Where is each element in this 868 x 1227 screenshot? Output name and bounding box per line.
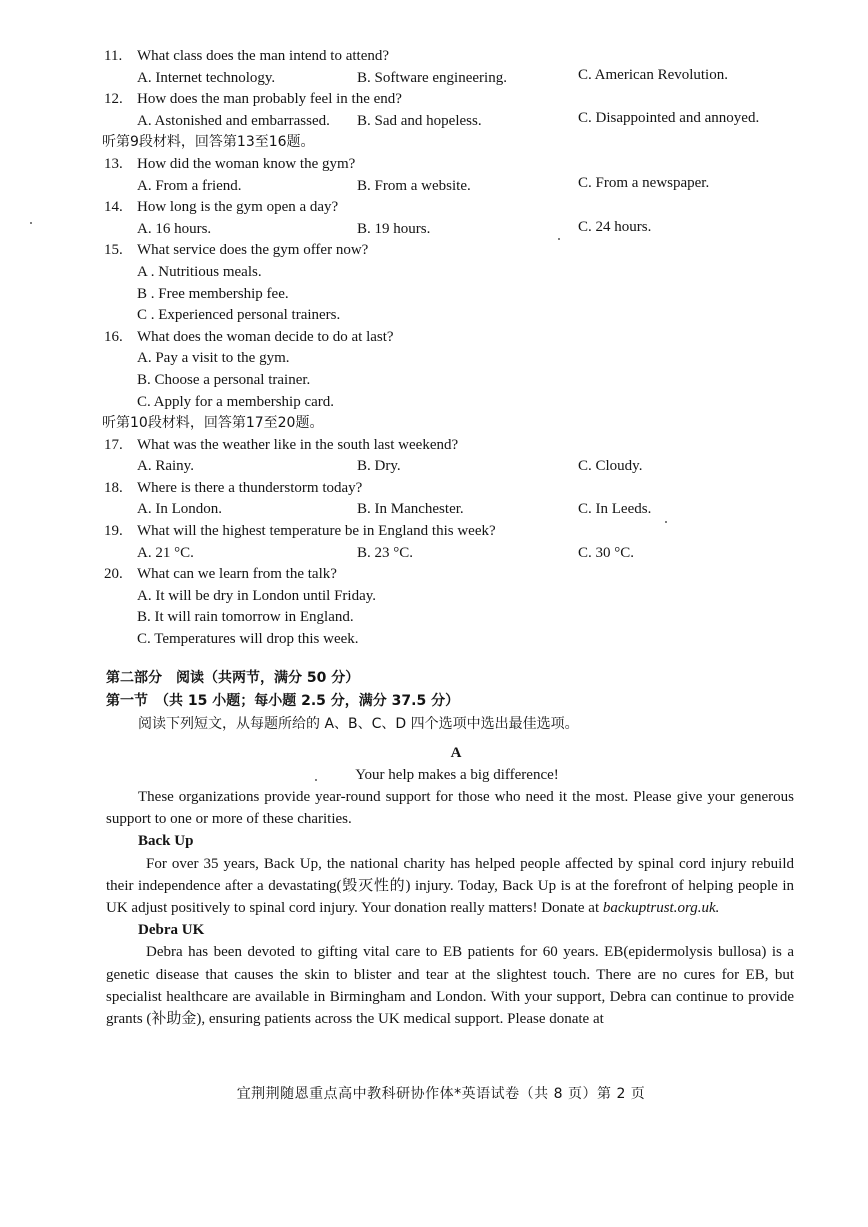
- material-10-instruction: [104, 413, 804, 435]
- question-text: How long is the gym open a day?: [137, 199, 339, 216]
- question-number: 14.: [104, 199, 123, 216]
- section1-title-line: [106, 691, 796, 714]
- org-text-debra-uk: Debra has been devoted to gifting vital care to EB patients for 60 years. EB(epidermolysis bullosa) is a genetic disease that causes the skin to blister and tear at the slightest touch. There are no cures for EB, but specialist healthcare are available in Birmingham and London. With your support, Debra can continue to provide grants (补助金), ensuring patients across the UK medical support. Please donate at: [106, 944, 794, 1028]
- options-17: [104, 456, 804, 478]
- option-b: B. Choose a personal trainer.: [137, 371, 311, 388]
- material-9-instruction: [104, 132, 804, 154]
- question-19: [104, 521, 804, 543]
- option-b: B . Free membership fee.: [137, 285, 289, 302]
- passage-subtitle: Your help makes a big difference!: [355, 767, 559, 783]
- option-c: C. Temperatures will drop this week.: [137, 631, 359, 648]
- option-b: B. 23 °C.: [357, 544, 414, 561]
- question-16: [104, 327, 804, 349]
- option-b: B. It will rain tomorrow in England.: [137, 609, 354, 626]
- option-16c: [104, 392, 804, 414]
- question-number: 19.: [104, 523, 123, 540]
- instruction-text: 听第9段材料，回答第13至16题。: [102, 134, 315, 151]
- option-20c: [104, 629, 804, 651]
- option-c: C. From a newspaper.: [578, 174, 710, 191]
- option-a: A. Astonished and embarrassed.: [137, 112, 330, 129]
- option-a: A. Rainy.: [137, 458, 194, 475]
- question-20: [104, 564, 804, 586]
- options-19: [104, 543, 804, 565]
- passage-intro: These organizations provide year-round support for those who need it the most. Please give your generous support to one or more of these charities.: [106, 789, 794, 828]
- instruction-text: 听第10段材料，回答第17至20题。: [102, 415, 324, 432]
- instruction-line: [106, 714, 796, 737]
- option-b: B. From a website.: [357, 177, 471, 194]
- option-15b: [104, 284, 804, 306]
- option-20b: [104, 607, 804, 629]
- scan-speck: [315, 779, 317, 781]
- option-a: A. 21 °C.: [137, 544, 194, 561]
- option-a: A. Internet technology.: [137, 69, 276, 86]
- question-text: What can we learn from the talk?: [137, 566, 337, 583]
- passage-a: [106, 742, 794, 1030]
- reading-section-header: [106, 668, 796, 737]
- question-text: What does the woman decide to do at last?: [137, 328, 394, 345]
- section1-title: 第一节 （共 15 小题；每小题 2.5 分，满分 37.5 分）: [106, 693, 460, 709]
- scan-speck: [665, 521, 667, 523]
- question-15: [104, 240, 804, 262]
- question-text: How did the woman know the gym?: [137, 155, 356, 172]
- option-c: C. Cloudy.: [578, 458, 643, 475]
- option-15a: [104, 262, 804, 284]
- option-c: C. Disappointed and annoyed.: [578, 109, 760, 126]
- question-text: Where is there a thunderstorm today?: [137, 479, 363, 496]
- option-b: B. Sad and hopeless.: [357, 112, 482, 129]
- option-b: B. Software engineering.: [357, 69, 507, 86]
- option-15c: [104, 305, 804, 327]
- donation-url: backuptrust.org.uk.: [602, 900, 720, 917]
- question-text: How does the man probably feel in the end?: [137, 91, 402, 108]
- question-number: 16.: [104, 328, 123, 345]
- option-b: B. In Manchester.: [357, 501, 464, 518]
- listening-questions: [104, 46, 804, 651]
- option-c: C. American Revolution.: [578, 66, 728, 83]
- option-c: C. In Leeds.: [578, 501, 652, 518]
- question-text: What will the highest temperature be in England this week?: [137, 523, 496, 540]
- scan-speck: [30, 222, 32, 224]
- options-12: [104, 111, 804, 133]
- org-description: For over 35 years, Back Up, the national charity has helped people affected by spinal cord injury rebuild their independence after a devastating(毁灭性的) injury. Today, Back Up is at the forefront of helping people in UK adjust positively to spinal cord injury. Your donation really matters! Donate at: [106, 855, 794, 917]
- part2-title: 第二部分 阅读（共两节，满分 50 分）: [106, 670, 360, 686]
- passage-letter: A: [450, 745, 462, 761]
- question-14: [104, 197, 804, 219]
- option-16b: [104, 370, 804, 392]
- question-text: What class does the man intend to attend?: [137, 48, 390, 64]
- part2-title-line: [106, 668, 796, 691]
- option-c: C. 30 °C.: [578, 544, 635, 561]
- option-a: A. It will be dry in London until Friday.: [137, 587, 377, 604]
- option-b: B. 19 hours.: [357, 220, 431, 237]
- org-text-back-up: [106, 853, 794, 920]
- question-number: 13.: [104, 155, 123, 172]
- option-a: A. Pay a visit to the gym.: [137, 350, 290, 367]
- question-18: [104, 478, 804, 500]
- option-20a: [104, 586, 804, 608]
- option-c: C. 24 hours.: [578, 218, 652, 235]
- options-18: [104, 499, 804, 521]
- question-number: 12.: [104, 91, 123, 108]
- reading-instruction: 阅读下列短文，从每题所给的 A、B、C、D 四个选项中选出最佳选项。: [138, 716, 579, 732]
- option-b: B. Dry.: [357, 458, 401, 475]
- option-a: A. From a friend.: [137, 177, 242, 194]
- question-number: 18.: [104, 479, 123, 496]
- options-13: [104, 176, 804, 198]
- org-name-debra-uk: Debra UK: [138, 922, 205, 939]
- question-text: What was the weather like in the south last weekend?: [137, 436, 459, 453]
- option-c: C. Apply for a membership card.: [137, 393, 335, 410]
- question-17: [104, 435, 804, 457]
- page-footer: 宜荆荆随恩重点高中教科研协作体*英语试卷（共 8 页）第 2 页: [236, 1086, 646, 1102]
- options-14: [104, 219, 804, 241]
- question-number: 11.: [104, 48, 123, 64]
- option-16a: [104, 348, 804, 370]
- option-c: C . Experienced personal trainers.: [137, 307, 341, 324]
- option-a: A. In London.: [137, 501, 222, 518]
- options-11: [104, 68, 804, 90]
- question-text: What service does the gym offer now?: [137, 242, 369, 259]
- question-number: 17.: [104, 436, 123, 453]
- org-name-back-up: Back Up: [138, 833, 194, 850]
- question-number: 15.: [104, 242, 123, 259]
- question-number: 20.: [104, 566, 123, 583]
- scan-speck: [558, 238, 560, 240]
- option-a: A. 16 hours.: [137, 220, 212, 237]
- option-a: A . Nutritious meals.: [137, 263, 262, 280]
